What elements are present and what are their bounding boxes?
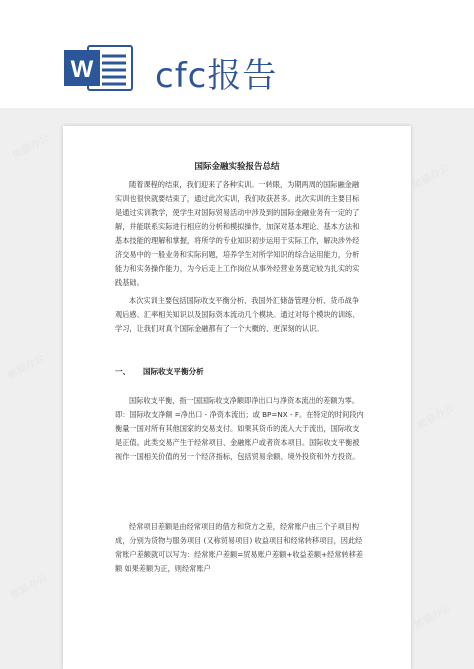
page-title: cfc报告 bbox=[155, 56, 278, 96]
word-icon-letter: W bbox=[70, 56, 94, 83]
bop-definition-paragraph: 国际收支平衡，指一国国际收支净额即净出口与净资本流出的差额为零。即：国际收支净额 =净出口 - 净资本流出；或 BP=NX - F。在特定的时间段内衡量一国对所有其他国家的交易支付。如果其货币的流入大于流出，国际收支是正值。此类交易产生于经常项目、金融账户或者资本项目。国际收支平衡被视作一国相关价值的另一个经济指标，包括贸易余额、境外投资和外方投资。 bbox=[115, 396, 364, 461]
document-background: 熊猫办公 熊猫办公 熊猫办公 熊猫办公 熊猫办公 熊猫办公 bbox=[0, 108, 474, 669]
header-banner bbox=[0, 0, 474, 108]
document-page bbox=[63, 126, 411, 669]
modules-paragraph: 本次实训主要包括国际收支平衡分析、我国外汇储备管理分析、货币战争观后感、汇率相关知识以及国际资本流动几个模块。通过对每个模块的训练、学习，让我们对真个国际金融都有了一个大概的、更深刻的认识。 bbox=[115, 296, 360, 333]
section-heading bbox=[115, 366, 204, 377]
word-icon bbox=[62, 42, 134, 94]
section-number: 一、 bbox=[115, 367, 131, 376]
section-heading-text: 国际收支平衡分析 bbox=[143, 367, 204, 376]
current-account-paragraph: 经常项目差额是由经常项目的借方和贷方之差，经常账户由三个子项目构成，分别为货物与服务项目 (又称贸易项目) 收益项目和经常转移项目，因此经常账户差额就可以写为：经常账户差额=贸易账户差额+收益差额+经常转移差额 如果差额为正，则经常账户 bbox=[115, 522, 364, 573]
document-title: 国际金融实验报告总结 bbox=[194, 162, 280, 172]
intro-paragraph: 随着课程的结束，我们迎来了各种实训。一转眼，为期两周的国际融金融实训也很快就要结束了，通过此次实训，我们收获甚多。此次实训的主要目标是通过实训教学，使学生对国际贸易活动中涉及到的国际金融业务有一定的了解，并能联系实际进行相应的分析和模拟操作，加深对基本理论、基本方法和基本技能的理解和掌握，将所学的专业知识初步运用于实际工作，解决涉外经济交易中的一般业务和实际问题，培养学生对所学知识的综合运用能力，分析能力和实务操作能力，为今后走上工作岗位从事外经营业务奠定较为扎实的实践基础。 bbox=[115, 180, 360, 287]
